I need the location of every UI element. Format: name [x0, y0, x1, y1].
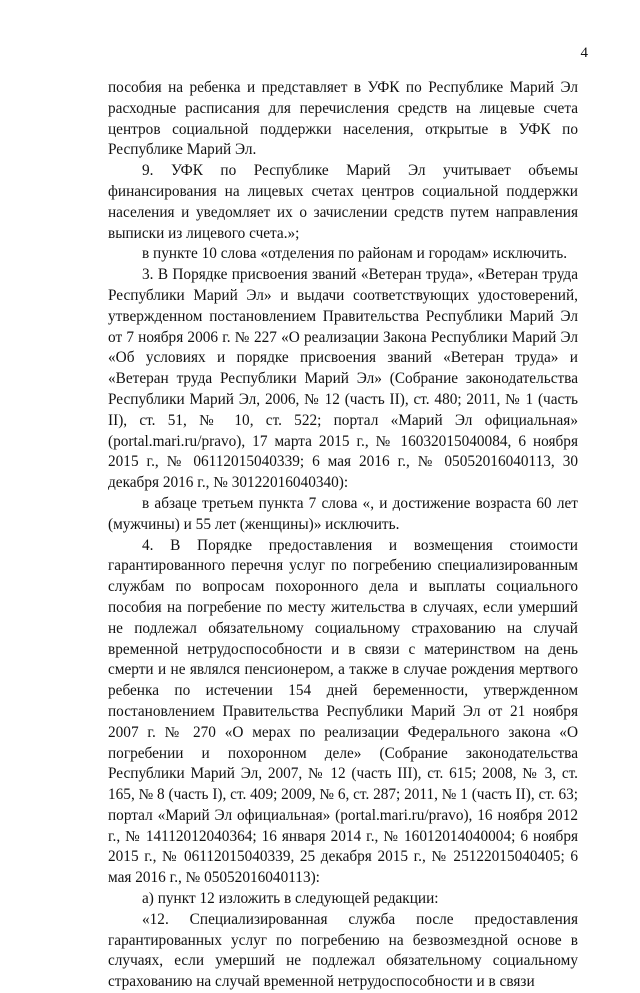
paragraph-item-9: 9. УФК по Республике Марий Эл учитывает объемы финансирования на лицевых счетах центров социальной поддержки населения и уведомляет их о зачислении средств путем направления выписки из лицевого счета.»; [108, 162, 578, 242]
paragraph-point-12-text: «12. Специализированная служба после предоставления гарантированных услуг по погребению на безвозмездной основе в случаях, если умерший не подлежал обязательному социальному страхованию на случай временной нетрудоспособности и в связи [108, 910, 578, 991]
paragraph-section-4: 4. В Порядке предоставления и возмещения стоимости гарантированного перечня услуг по погребению специализированным службам по вопросам похоронного дела и выплаты социального пособия на погребение по месту жительства в случаях, если умерший не подлежал обязательному социальному страхованию на случай временной нетрудоспособности и в связи с материнством на день смерти и не являлся пенсионером, а также в случае рождения мертвого ребенка по истечении 154 дней беременности, утвержденном постановлением Правительства Республики Марий Эл от 21 ноября 2007 г. № 270 «О мерах по реализации Федерального закона «О погребении и похоронном деле» (Собрание законодательства Республики Марий Эл, 2007, № 12 (часть III), ст. 615; 2008, № 3, ст. 165, № 8 (часть I), ст. 409; 2009, № 6, ст. 287; 2011, № 1 (часть II), ст. 63; портал «Марий Эл официальная» (portal.mari.ru/pravo), 16 ноября 2012 г., № 14112012040364; 16 января 2014 г., № 16012014040004; 6 ноября 2015 г., № 06112015040339, 25 декабря 2015 г., № 25122015040405; 6 мая 2016 г., № 05052016040113): [108, 536, 578, 887]
paragraph-subpoint-a: а) пункт 12 изложить в следующей редакции: [142, 890, 439, 908]
paragraph-continuation: пособия на ребенка и представляет в УФК по Республике Марий Эл расходные расписания для перечисления средств на лицевые счета центров социальной поддержки населения, открытые в УФК по Республике Марий Эл. [108, 79, 578, 159]
page-number: 4 [580, 45, 588, 61]
paragraph-section-3-amendment: в абзаце третьем пункта 7 слова «, и достижение возраста 60 лет (мужчины) и 55 лет (женщины)» исключить. [108, 494, 578, 533]
paragraph-section-3: 3. В Порядке присвоения званий «Ветеран труда», «Ветеран труда Республики Марий Эл» и выдачи соответствующих удостоверений, утвержденном постановлением Правительства Республики Марий Эл от 7 ноября 2006 г. № 227 «О реализации Закона Республики Марий Эл «Об условиях и порядке присвоения званий «Ветеран труда» и «Ветеран труда Республики Марий Эл» (Собрание законодательства Республики Марий Эл, 2006, № 12 (часть II), ст. 480; 2011, № 1 (часть II), ст. 51, № 10, ст. 522; портал «Марий Эл официальная» (portal.mari.ru/pravo), 17 марта 2015 г., № 16032015040084, 6 ноября 2015 г., № 06112015040339; 6 мая 2016 г., № 05052016040113, 30 декабря 2016 г., № 30122016040340): [108, 266, 578, 492]
document-body [108, 78, 578, 993]
paragraph-point-10: в пункте 10 слова «отделения по районам и городам» исключить. [142, 245, 568, 263]
